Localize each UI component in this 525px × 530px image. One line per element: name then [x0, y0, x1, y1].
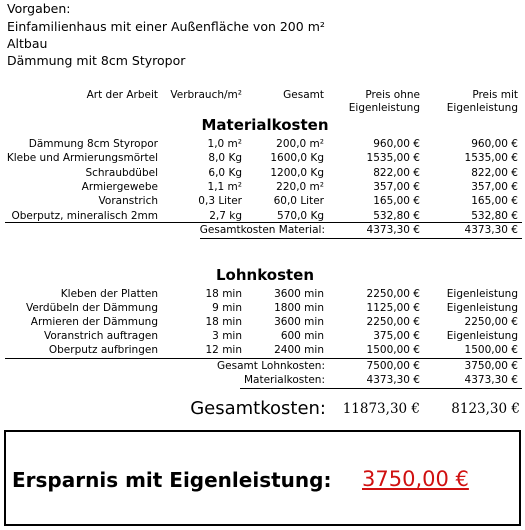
labor-row-total: 3600 min	[274, 288, 324, 300]
intro-line: Altbau	[7, 36, 48, 51]
material-row-total: 1600,0 Kg	[270, 152, 324, 165]
labor-row-with: Eigenleistung	[446, 302, 518, 314]
labor-row-usage: 3 min	[212, 330, 242, 342]
labor-row-without: 2250,00 €	[366, 288, 420, 300]
material-total-without: 4373,30 €	[366, 224, 420, 236]
material-row-usage: 0,3 Liter	[198, 195, 242, 208]
labor-row-name: Armieren der Dämmung	[30, 316, 158, 328]
intro-line: Einfamilienhaus mit einer Außenfläche von 200 m²	[7, 19, 325, 34]
labor-row-name: Oberputz aufbringen	[48, 344, 158, 356]
savings-label: Ersparnis mit Eigenleistung:	[12, 468, 332, 492]
material-row-usage: 1,0 m²	[207, 138, 242, 150]
labor-row-with: 1500,00 €	[464, 344, 518, 356]
labor-row-usage: 9 min	[212, 302, 242, 314]
material-row-total: 570,0 Kg	[277, 209, 324, 222]
savings-box	[4, 430, 521, 526]
labor-total-with: 3750,00 €	[464, 360, 518, 372]
material-row-name: Armiergewebe	[81, 180, 158, 193]
material-row-usage: 8,0 Kg	[208, 152, 242, 165]
labor-row-usage: 12 min	[205, 344, 242, 356]
material-row-with: 532,80 €	[471, 209, 518, 222]
divider	[240, 388, 522, 389]
divider	[5, 358, 522, 359]
header-total: Gesamt	[283, 89, 324, 101]
header-consumption: Verbrauch/m²	[170, 89, 242, 101]
material-row-name: Oberputz, mineralisch 2mm	[11, 209, 158, 222]
material-row-with: 960,00 €	[471, 138, 518, 150]
labor-row-total: 1800 min	[274, 302, 324, 314]
labor-row-without: 1125,00 €	[366, 302, 420, 314]
header-work: Art der Arbeit	[86, 89, 158, 101]
labor-row-with: Eigenleistung	[446, 330, 518, 342]
labor-row-total: 2400 min	[274, 344, 324, 356]
material-row-without: 822,00 €	[373, 166, 420, 179]
material-total-label: Gesamtkosten Material:	[199, 224, 325, 236]
material-total-with: 4373,30 €	[464, 224, 518, 236]
grand-total-with: 8123,30 €	[451, 401, 520, 417]
material-row-usage: 2,7 kg	[209, 209, 242, 222]
material-row-without: 532,80 €	[373, 209, 420, 222]
labor-row-usage: 18 min	[205, 316, 242, 328]
labor-section-title: Lohnkosten	[215, 266, 315, 284]
savings-value: 3750,00 €	[362, 467, 469, 491]
labor-row-without: 2250,00 €	[366, 316, 420, 328]
material-row-with: 1535,00 €	[464, 152, 518, 165]
material-row-usage: 1,1 m²	[207, 180, 242, 193]
labor-material-with: 4373,30 €	[464, 374, 518, 386]
labor-total-without: 7500,00 €	[366, 360, 420, 372]
labor-row-name: Kleben der Platten	[60, 288, 158, 300]
material-row-without: 165,00 €	[373, 195, 420, 208]
grand-total-without: 11873,30 €	[342, 401, 420, 417]
material-row-without: 357,00 €	[373, 180, 420, 193]
header-price-with: Eigenleistung	[446, 102, 518, 114]
labor-row-with: Eigenleistung	[446, 288, 518, 300]
material-row-name: Voranstrich	[98, 195, 158, 208]
header-price-without: Eigenleistung	[348, 102, 420, 114]
material-row-usage: 6,0 Kg	[208, 166, 242, 179]
material-row-name: Klebe und Armierungsmörtel	[6, 152, 158, 165]
grand-total-label: Gesamtkosten:	[190, 398, 326, 419]
material-row-with: 165,00 €	[471, 195, 518, 208]
labor-material-label: Materialkosten:	[243, 374, 325, 386]
material-row-without: 960,00 €	[373, 138, 420, 150]
intro-title: Vorgaben:	[7, 1, 71, 16]
material-row-name: Dämmung 8cm Styropor	[28, 138, 158, 150]
labor-row-usage: 18 min	[205, 288, 242, 300]
material-section-title: Materialkosten	[201, 116, 329, 134]
labor-row-with: 2250,00 €	[464, 316, 518, 328]
labor-row-without: 1500,00 €	[366, 344, 420, 356]
labor-row-without: 375,00 €	[373, 330, 420, 342]
material-row-with: 822,00 €	[471, 166, 518, 179]
material-row-name: Schraubdübel	[85, 166, 158, 179]
material-row-with: 357,00 €	[471, 180, 518, 193]
labor-row-total: 3600 min	[274, 316, 324, 328]
material-row-total: 220,0 m²	[276, 180, 324, 193]
labor-material-without: 4373,30 €	[366, 374, 420, 386]
labor-row-total: 600 min	[280, 330, 324, 342]
intro-line: Dämmung mit 8cm Styropor	[7, 53, 186, 68]
labor-row-name: Voranstrich auftragen	[43, 330, 158, 342]
labor-total-label: Gesamt Lohnkosten:	[217, 360, 325, 372]
header-price-without: Preis ohne	[365, 89, 420, 101]
material-row-total: 200,0 m²	[276, 138, 324, 150]
labor-row-name: Verdübeln der Dämmung	[25, 302, 158, 314]
material-row-total: 60,0 Liter	[273, 195, 324, 208]
divider	[5, 222, 522, 223]
header-price-with: Preis mit	[472, 89, 518, 101]
material-row-without: 1535,00 €	[366, 152, 420, 165]
material-row-total: 1200,0 Kg	[270, 166, 324, 179]
divider	[200, 238, 522, 239]
